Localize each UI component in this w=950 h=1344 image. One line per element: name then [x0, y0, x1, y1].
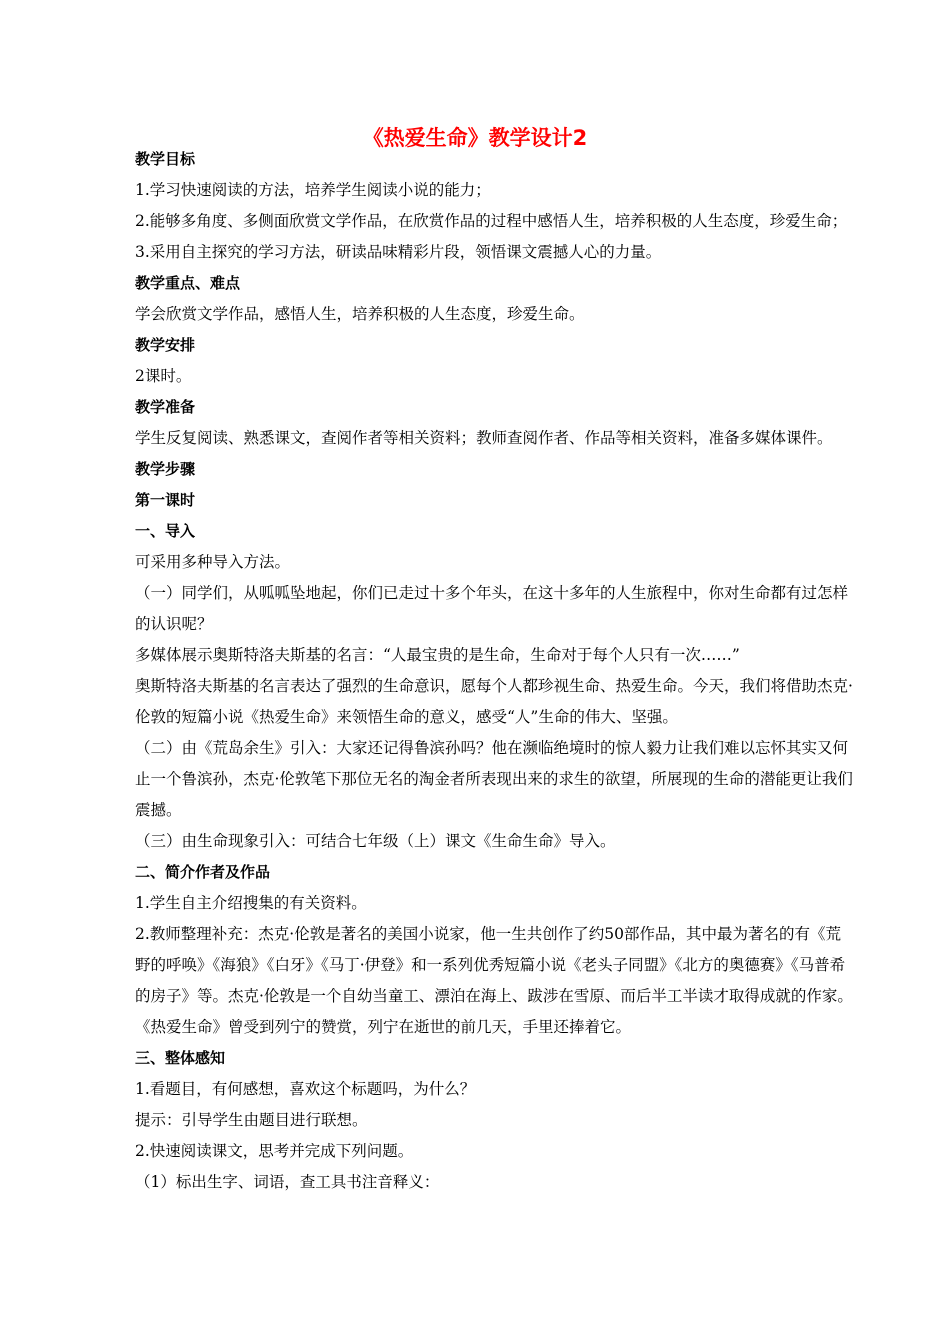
- step-paragraph: 2.快速阅读课文，思考并完成下列问题。: [135, 1142, 414, 1160]
- step-paragraph: 提示：引导学生由题目进行联想。: [135, 1111, 368, 1129]
- schedule-text: 2课时。: [135, 367, 192, 385]
- step-paragraph: 1.学生自主介绍搜集的有关资料。: [135, 894, 367, 912]
- section-heading-schedule: 教学安排: [135, 336, 196, 354]
- step-paragraph: （1）标出生字、词语，查工具书注音释义：: [135, 1173, 440, 1191]
- step-paragraph: 多媒体展示奥斯特洛夫斯基的名言：“人最宝贵的是生命，生命对于每个人只有一次……”: [135, 646, 740, 664]
- keypoints-text: 学会欣赏文学作品，感悟人生，培养积极的人生态度，珍爱生命。: [135, 305, 585, 323]
- document-body: [135, 144, 855, 1198]
- step-heading-author: 二、简介作者及作品: [135, 863, 271, 881]
- section-heading-goals: 教学目标: [135, 150, 196, 168]
- step-paragraph: （二）由《荒岛余生》引入：大家还记得鲁滨孙吗？他在濒临绝境时的惊人毅力让我们难以忘怀其实又何止一个鲁滨孙，杰克·伦敦笔下那位无名的淘金者所表现出来的求生的欲望，所展现的生命的潜能更让我们震撼。: [135, 739, 853, 819]
- step-paragraph: （一）同学们，从呱呱坠地起，你们已走过十多个年头，在这十多年的人生旅程中，你对生命都有过怎样的认识呢？: [135, 584, 849, 633]
- goal-item: 1.学习快速阅读的方法，培养学生阅读小说的能力；: [135, 181, 491, 199]
- step-paragraph: 可采用多种导入方法。: [135, 553, 291, 571]
- step-paragraph: 1.看题目，有何感想，喜欢这个标题吗，为什么？: [135, 1080, 476, 1098]
- lesson-heading: 第一课时: [135, 491, 196, 509]
- goal-item: 2.能够多角度、多侧面欣赏文学作品，在欣赏作品的过程中感悟人生，培养积极的人生态度，珍爱生命；: [135, 212, 848, 230]
- step-heading-intro: 一、导入: [135, 522, 196, 540]
- step-paragraph: 奥斯特洛夫斯基的名言表达了强烈的生命意识，愿每个人都珍视生命、热爱生命。今天，我们将借助杰克·伦敦的短篇小说《热爱生命》来领悟生命的意义，感受“人”生命的伟大、坚强。: [135, 677, 853, 726]
- section-heading-keypoints: 教学重点、难点: [135, 274, 241, 292]
- section-heading-steps: 教学步骤: [135, 460, 196, 478]
- section-heading-prep: 教学准备: [135, 398, 196, 416]
- step-paragraph: 2.教师整理补充：杰克·伦敦是著名的美国小说家，他一生共创作了约50部作品，其中最为著名的有《荒野的呼唤》《海狼》《白牙》《马丁·伊登》和一系列优秀短篇小说《老头子同盟》《北方的奥德赛》《马普希的房子》等。杰克·伦敦是一个自幼当童工、漂泊在海上、跋涉在雪原、而后半工半读才取得成就的作家。《热爱生命》曾受到列宁的赞赏，列宁在逝世的前几天，手里还捧着它。: [135, 925, 853, 1036]
- goal-item: 3.采用自主探究的学习方法，研读品味精彩片段，领悟课文震撼人心的力量。: [135, 243, 662, 261]
- document-title: 《热爱生命》教学设计2: [362, 126, 588, 150]
- step-paragraph: （三）由生命现象引入：可结合七年级（上）课文《生命生命》导入。: [135, 832, 616, 850]
- step-heading-overview: 三、整体感知: [135, 1049, 226, 1067]
- prep-text: 学生反复阅读、熟悉课文，查阅作者等相关资料；教师查阅作者、作品等相关资料，准备多媒体课件。: [135, 429, 833, 447]
